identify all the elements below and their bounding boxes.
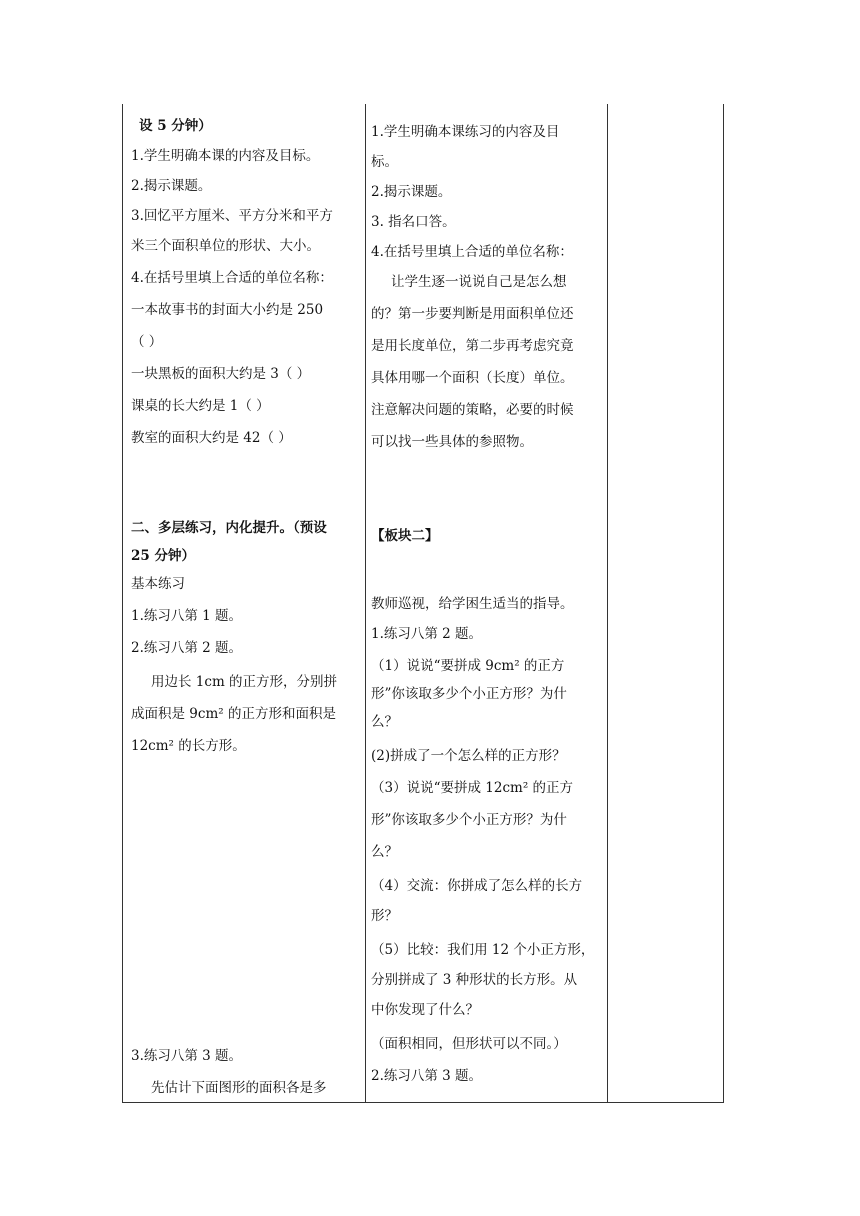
- text-line: 中你发现了什么？: [371, 1002, 479, 1018]
- text-line: 标。: [371, 154, 398, 170]
- text-line: 2.揭示课题。: [371, 184, 452, 200]
- text-line: 一本故事书的封面大小约是 250: [131, 302, 324, 318]
- text-line: （面积相同，但形状可以不同。）: [371, 1036, 567, 1052]
- text-line: 一块黑板的面积大约是 3（ ）: [131, 366, 311, 382]
- text-line: 1.学生明确本课练习的内容及目: [371, 124, 560, 140]
- text-line: 4.在括号里填上合适的单位名称：: [131, 270, 333, 286]
- text-line: 1.学生明确本课的内容及目标。: [131, 148, 320, 164]
- section-heading: 二、多层练习，内化提升。（预设: [131, 520, 327, 536]
- text-line: (2)拼成了一个怎么样的正方形？: [371, 748, 566, 764]
- text-line: 米三个面积单位的形状、大小。: [131, 238, 320, 254]
- text-line: （5）比较：我们用 12 个小正方形，: [371, 942, 595, 958]
- text-line: 课桌的长大约是 1（ ）: [131, 398, 270, 414]
- text-line: 1.练习八第 1 题。: [131, 608, 243, 624]
- section-heading: 25 分钟）: [131, 548, 195, 564]
- text-line: 先估计下面图形的面积各是多: [151, 1080, 327, 1096]
- text-line: 么？: [371, 714, 398, 730]
- text-line: 让学生逐一说说自己是怎么想: [391, 274, 567, 290]
- text-line: （3）说说“要拼成 12cm² 的正方: [371, 780, 574, 796]
- text-line: 分别拼成了 3 种形状的长方形。从: [371, 972, 578, 988]
- text-line: 2.练习八第 3 题。: [371, 1068, 483, 1084]
- text-line: 1.练习八第 2 题。: [371, 626, 483, 642]
- text-line: 3.回忆平方厘米、平方分米和平方: [131, 208, 333, 224]
- text-line: 具体用哪一个面积（长度）单位。: [371, 370, 574, 386]
- text-line: 注意解决问题的策略，必要的时候: [371, 402, 574, 418]
- lesson-table: [122, 104, 724, 1103]
- column-divider-2: [607, 104, 608, 1102]
- column-divider-1: [365, 104, 366, 1102]
- text-line: 教室的面积大约是 42（ ）: [131, 430, 292, 446]
- text-line: 2.练习八第 2 题。: [131, 640, 243, 656]
- text-line: 用边长 1cm 的正方形，分别拼: [151, 674, 338, 690]
- text-line: 形”你该取多少个小正方形？为什: [371, 686, 567, 702]
- text-line: 可以找一些具体的参照物。: [371, 434, 533, 450]
- text-line: （4）交流：你拼成了怎么样的长方: [371, 878, 583, 894]
- text-line: 教师巡视，给学困生适当的指导。: [371, 596, 574, 612]
- text-line: 3. 指名口答。: [371, 214, 456, 230]
- text-line: 4.在括号里填上合适的单位名称：: [371, 244, 573, 260]
- section-heading: 【板块二】: [371, 528, 439, 544]
- text-line: 基本练习: [131, 576, 185, 592]
- text-line: 2.揭示课题。: [131, 178, 212, 194]
- text-line: 3.练习八第 3 题。: [131, 1048, 243, 1064]
- text-line: （1）说说“要拼成 9cm² 的正方: [371, 658, 565, 674]
- text-line: 么？: [371, 844, 398, 860]
- text-line: 设 5 分钟）: [139, 118, 212, 134]
- text-line: 是用长度单位，第二步再考虑究竟: [371, 338, 574, 354]
- text-line: 成面积是 9cm² 的正方形和面积是: [131, 706, 336, 722]
- text-line: 形？: [371, 908, 398, 924]
- text-line: （ ）: [131, 334, 163, 350]
- text-line: 12cm² 的长方形。: [131, 738, 246, 754]
- text-line: 的？第一步要判断是用面积单位还: [371, 306, 574, 322]
- text-line: 形”你该取多少个小正方形？为什: [371, 812, 567, 828]
